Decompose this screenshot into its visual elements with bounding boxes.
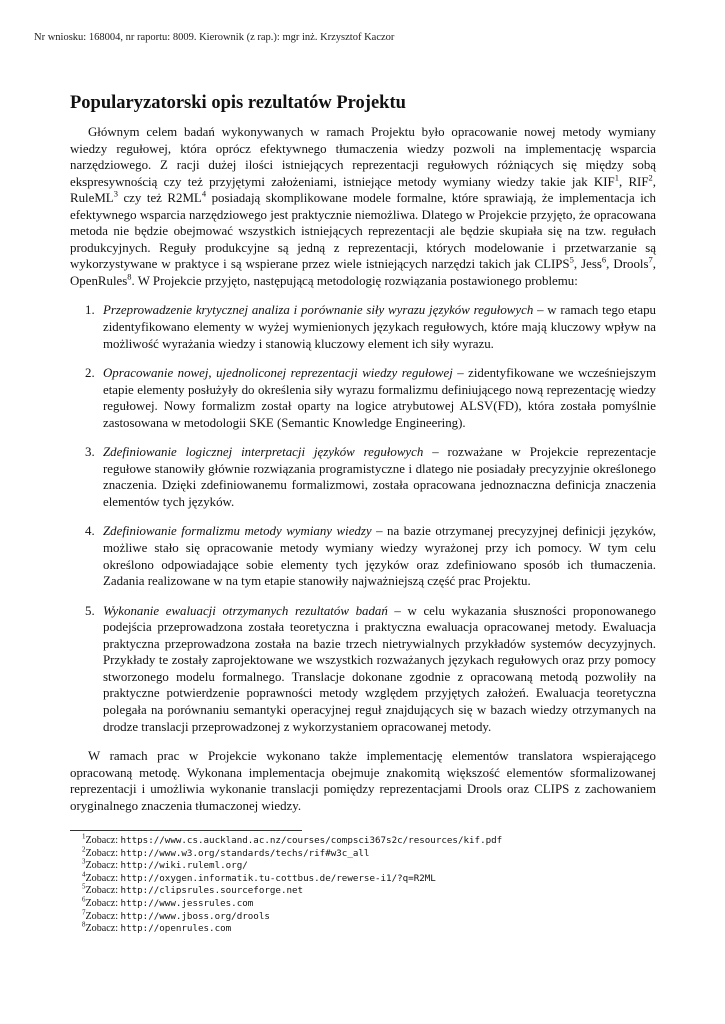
step-text: – rozważane w Projekcie reprezentacje regułowe stanowiły głównie rozwiązania programistyczne i dlatego nie posiadały precyzyjnie określonego znaczenia. Dzięki zdefiniowanemu formalizmowi, została opracowana jednoznaczna definicja znaczenia elementów tych języków. — [103, 445, 656, 509]
footnote-ref[interactable]: 7 — [648, 255, 653, 266]
footnote — [70, 908, 656, 924]
footnote-ref[interactable]: 6 — [601, 255, 607, 266]
footnote-link[interactable]: http://clipsrules.sourceforge.net — [120, 885, 304, 897]
footnote-link[interactable]: https://www.cs.auckland.ac.nz/courses/compsci367s2c/resources/kif.pdf — [120, 835, 503, 846]
intro-text: , Jess — [573, 257, 602, 272]
step-text: – w celu wykazania słuszności proponowanego podejścia przeprowadzona została teoretyczna i praktyczna ewaluacja opracowanej metody. Ewaluacja praktyczna przeprowadzona została na bazie trzech nietrywialnych przykładów systemów decyzyjnych. Przykłady te zostały zaprojektowane we wszystkich rozważanych językach regułowych oraz przy pomocy stworzonego modelu formalnego. Translacje dokonane zgodnie z opracowaną metodą pozwoliły na praktyczne potwierdzenie poprawności metody względem przyjętych założeń. Ewaluacja teoretyczna polegała na porównaniu semantyki operacyjnej reguł znajdujących się w bazach wiedzy otrzymanych na drodze translacji przeprowadzonej z wykorzystaniem opracowanej metody. — [103, 603, 656, 734]
footnote-link[interactable]: http://openrules.com — [120, 923, 232, 935]
footnote-label: Zobacz: — [85, 847, 121, 859]
intro-text: , OpenRules — [70, 257, 656, 288]
footnote-mark: 8 — [82, 920, 86, 929]
footnote-label: Zobacz: — [85, 835, 121, 846]
methodology-list — [70, 302, 656, 735]
step-text: – zidentyfikowane we wcześniejszym etapie elementy posłużyły do określenia siły wyrazu formalizmu definiującego nową reprezentację wiedzy regułowej. Nowy formalizm został oparty na logice atrybutowej ALSV(FD), która została pomyślnie zastosowana w metodologii SKE (Semantic Knowledge Engineering). — [103, 366, 656, 430]
footnote-mark: 1 — [82, 832, 86, 841]
footnote-ref[interactable]: 8 — [127, 271, 132, 282]
list-number: 1. — [85, 303, 95, 318]
footnote — [70, 885, 656, 898]
page-title: Popularyzatorski opis rezultatów Projektu — [70, 93, 406, 113]
footnote-ref[interactable]: 5 — [569, 255, 574, 266]
step-title: Zdefiniowanie logicznej interpretacji języków regułowych — [103, 445, 424, 460]
footnote — [70, 870, 656, 886]
footnote-mark: 6 — [82, 895, 86, 904]
footnote-link[interactable]: http://www.jboss.org/drools — [120, 910, 270, 922]
step-title: Zdefiniowanie formalizmu metody wymiany wiedzy — [103, 524, 372, 539]
footnote-divider — [70, 830, 302, 831]
list-item — [70, 365, 656, 431]
intro-text: . W Projekcie przyjęto, następującą metodologię rozwiązania postawionego problemu: — [131, 273, 578, 288]
step-title: Opracowanie nowej, ujednoliconej reprezentacji wiedzy regułowej — [103, 366, 453, 381]
footnote-label: Zobacz: — [85, 872, 121, 884]
list-number: 5. — [85, 603, 95, 618]
step-title: Przeprowadzenie krytycznej analiza i porównanie siły wyrazu języków regułowych — [103, 303, 534, 318]
footnote-label: Zobacz: — [85, 923, 121, 935]
footnote — [70, 857, 656, 873]
report-header: Nr wniosku: 168004, nr raportu: 8009. Kierownik (z rap.): mgr inż. Krzysztof Kaczor — [34, 32, 395, 43]
list-item — [70, 444, 656, 510]
footnote-mark: 3 — [82, 857, 86, 866]
intro-text: posiadają skomplikowane modele formalne, które sprawiają, że implementacja ich efektywnego wsparcia narzędziowego jest praktycznie niemożliwa. Dlatego w Projekcie przyjęto, że opracowana metoda nie będzie obejmować wszystkich istniejących reprezentacji ale będzie skupiała się na tzw. regułach produkcyjnych. Reguły produkcyjne są jedną z reprezentacji, których modelowanie i przetwarzanie są wykorzystywane w praktyce i są wspierane przez wiele istniejących narzędzi takich jak CLIPS — [70, 191, 656, 272]
list-number: 4. — [85, 524, 95, 539]
footnote-ref[interactable]: 3 — [113, 188, 118, 199]
footnote-ref[interactable]: 2 — [648, 172, 653, 183]
list-item — [70, 302, 656, 352]
footnote-link[interactable]: http://www.w3.org/standards/techs/rif#w3c_all — [120, 847, 370, 859]
footnote — [70, 895, 656, 911]
closing-paragraph: W ramach prac w Projekcie wykonano także implementację elementów translatora wspierającego opracowaną metodę. Wykonana implementacja obejmuje znakomitą większość elementów sformalizowanej reprezentacji i umożliwia wykonanie translacji pomiędzy reprezentacjami Drools oraz CLIPS z zachowaniem oryginalnego znaczenia tłumaczonej wiedzy. — [70, 749, 656, 813]
footnote-ref[interactable]: 1 — [614, 172, 619, 183]
list-number: 2. — [85, 366, 95, 381]
footnote-mark: 5 — [82, 883, 86, 892]
footnote-link[interactable]: http://www.jessrules.com — [120, 897, 254, 909]
intro-text: Głównym celem badań wykonywanych w ramach Projektu było opracowanie nowej metody wymiany wiedzy regułowej, która oprócz efektywnego tłumaczenia wiedzy pozwoli na implementację wsparcia narzędziowego. Z racji dużej ilości istniejących reprezentacji regułowych różniących się między sobą ekspresywnością czy też przyjętymi założeniami, istniejące metody wymiany wiedzy takie jak KIF — [70, 125, 656, 189]
document-body — [70, 124, 656, 814]
intro-text: , Drools — [606, 257, 649, 272]
footnote-link[interactable]: http://oxygen.informatik.tu-cottbus.de/rewerse-i1/?q=R2ML — [120, 872, 436, 884]
step-text: – w ramach tego etapu zidentyfikowano elementy w wyżej wymienionych językach regułowych, które mają kluczowy wpływ na możliwość wyrażania wiedzy i stanowią kluczowy element ich siły wyrazu. — [103, 303, 657, 351]
footnote — [70, 832, 656, 848]
footnote-label: Zobacz: — [85, 910, 121, 922]
footnote-label: Zobacz: — [85, 897, 121, 909]
list-item — [70, 523, 656, 589]
step-text: – na bazie otrzymanej precyzyjnej definicji języków, możliwe stało się opracowanie metody wymiany wiedzy wyrażonej przy ich pomocy. W tym celu określono odpowiadające sobie elementy tych języków oraz zdefiniowano sposób ich tłumaczenia. Zadania realizowane w na tym etapie stanowiły najważniejszą część prac Projektu. — [103, 524, 656, 589]
footnote-mark: 2 — [82, 845, 86, 854]
footnote — [70, 920, 656, 936]
intro-text: , RuleML — [70, 174, 656, 206]
footnote-label: Zobacz: — [85, 860, 121, 872]
footnote-mark: 4 — [82, 870, 86, 879]
step-title: Wykonanie ewaluacji otrzymanych rezultatów badań — [103, 603, 388, 618]
intro-text: , RIF — [618, 174, 649, 189]
footnote-mark: 7 — [82, 908, 86, 917]
footnote-link[interactable]: http://wiki.ruleml.org/ — [120, 860, 248, 872]
intro-paragraph — [70, 124, 656, 289]
footnote-ref[interactable]: 4 — [201, 188, 207, 199]
list-item — [70, 603, 656, 735]
footnote — [70, 845, 656, 861]
list-number: 3. — [85, 445, 95, 460]
intro-text: czy też R2ML — [117, 191, 202, 206]
footnote-label: Zobacz: — [85, 885, 121, 897]
footnotes — [70, 830, 656, 936]
